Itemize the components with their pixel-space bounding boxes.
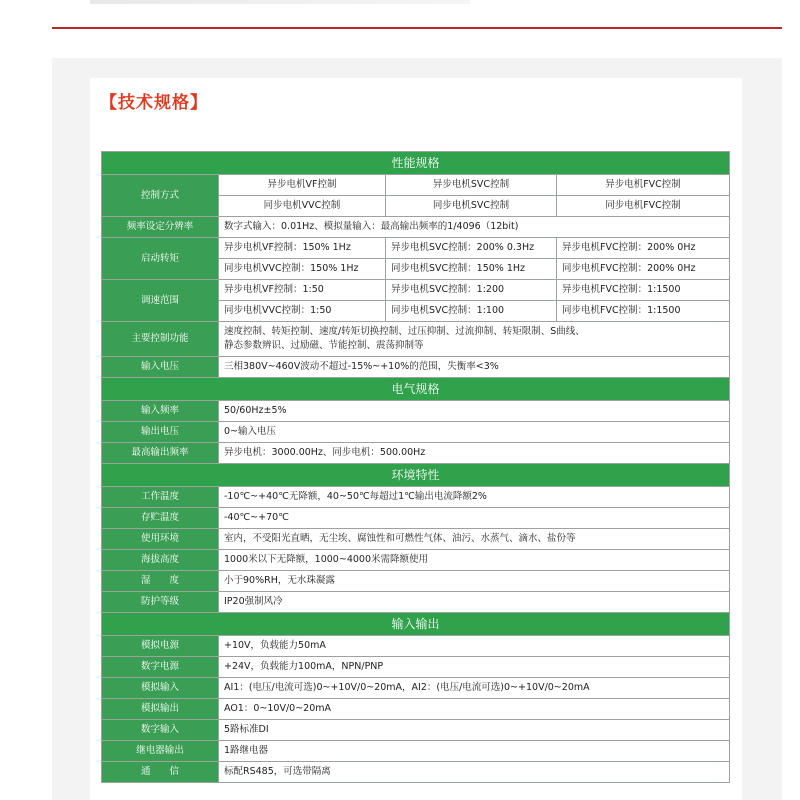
row-label-main-functions: 主要控制功能 (102, 322, 219, 357)
table-row (102, 636, 730, 657)
table-row (102, 678, 730, 699)
section-header-electrical (102, 378, 730, 401)
table-row (102, 550, 730, 571)
table-row (102, 443, 730, 464)
table-row (102, 217, 730, 238)
row-label-freq-resolution: 频率设定分辨率 (102, 217, 219, 238)
table-cell: 异步电机SVC控制：200% 0.3Hz (386, 238, 557, 259)
table-cell: 数字式输入：0.01Hz、模拟量输入：最高输出频率的1/4096（12bit) (219, 217, 730, 238)
table-cell: 异步电机：3000.00Hz、同步电机：500.00Hz (219, 443, 730, 464)
table-cell: 5路标准DI (219, 720, 730, 741)
row-label: 数字输入 (102, 720, 219, 741)
row-label-control-mode: 控制方式 (102, 175, 219, 217)
section-title: 电气规格 (102, 378, 730, 401)
table-cell: 异步电机VF控制：1:50 (219, 280, 386, 301)
table-row (102, 699, 730, 720)
section-header-io (102, 613, 730, 636)
table-cell: AI1：(电压/电流可选)0~+10V/0~20mA，AI2：(电压/电流可选)0~+10V/0~20mA (219, 678, 730, 699)
table-cell: 同步电机SVC控制：1:100 (386, 301, 557, 322)
table-cell: -40℃~+70℃ (219, 508, 730, 529)
row-label: 模拟输入 (102, 678, 219, 699)
table-cell: 同步电机VVC控制：1:50 (219, 301, 386, 322)
section-header-environment (102, 464, 730, 487)
row-label-speed-range: 调速范围 (102, 280, 219, 322)
row-label: 输出电压 (102, 422, 219, 443)
table-row (102, 422, 730, 443)
row-label-start-torque: 启动转矩 (102, 238, 219, 280)
table-row (102, 762, 730, 783)
table-cell: 同步电机VVC控制：150% 1Hz (219, 259, 386, 280)
table-row (102, 175, 730, 196)
table-cell: 室内，不受阳光直晒，无尘埃、腐蚀性和可燃性气体、油污、水蒸气、滴水、盐份等 (219, 529, 730, 550)
table-row (102, 280, 730, 301)
function-line-2: 静态参数辨识、过励磁、节能控制、震荡抑制等 (224, 340, 424, 351)
table-cell: 同步电机SVC控制：150% 1Hz (386, 259, 557, 280)
row-label: 模拟输出 (102, 699, 219, 720)
section-header-performance (102, 152, 730, 175)
table-cell: -10℃~+40℃无降额，40~50℃每超过1℃输出电流降额2% (219, 487, 730, 508)
row-label: 使用环境 (102, 529, 219, 550)
row-label: 海拔高度 (102, 550, 219, 571)
table-cell: 异步电机VF控制 (219, 175, 386, 196)
row-label: 防护等级 (102, 592, 219, 613)
row-label: 继电器输出 (102, 741, 219, 762)
table-row (102, 401, 730, 422)
table-cell: 异步电机FVC控制 (557, 175, 730, 196)
table-cell: 异步电机SVC控制 (386, 175, 557, 196)
table-cell: 同步电机FVC控制：1:1500 (557, 301, 730, 322)
table-cell: 1路继电器 (219, 741, 730, 762)
table-cell: 同步电机FVC控制 (557, 196, 730, 217)
table-row (102, 487, 730, 508)
table-row (102, 508, 730, 529)
table-cell: +24V，负载能力100mA，NPN/PNP (219, 657, 730, 678)
section-title: 环境特性 (102, 464, 730, 487)
table-cell: 同步电机SVC控制 (386, 196, 557, 217)
table-cell (219, 322, 730, 357)
table-row (102, 592, 730, 613)
table-row (102, 357, 730, 378)
table-cell: 小于90%RH，无水珠凝露 (219, 571, 730, 592)
table-row (102, 741, 730, 762)
table-row (102, 657, 730, 678)
spec-table (101, 151, 730, 783)
table-cell: IP20强制风冷 (219, 592, 730, 613)
row-label: 数字电源 (102, 657, 219, 678)
table-cell: 50/60Hz±5% (219, 401, 730, 422)
table-cell: AO1：0~10V/0~20mA (219, 699, 730, 720)
section-title: 输入输出 (102, 613, 730, 636)
row-label: 输入频率 (102, 401, 219, 422)
row-label: 模拟电源 (102, 636, 219, 657)
table-cell: 异步电机FVC控制：200% 0Hz (557, 238, 730, 259)
table-cell: 异步电机FVC控制：1:1500 (557, 280, 730, 301)
top-banner-remnant (90, 0, 470, 4)
function-line-1: 速度控制、转矩控制、速度/转矩切换控制、过压抑制、过流抑制、转矩限制、S曲线、 (224, 326, 585, 337)
table-cell: 异步电机SVC控制：1:200 (386, 280, 557, 301)
table-row (102, 720, 730, 741)
table-row (102, 322, 730, 357)
row-label: 最高输出频率 (102, 443, 219, 464)
row-label-input-voltage: 输入电压 (102, 357, 219, 378)
table-cell: +10V，负载能力50mA (219, 636, 730, 657)
table-cell: 异步电机VF控制：150% 1Hz (219, 238, 386, 259)
table-cell: 同步电机VVC控制 (219, 196, 386, 217)
page-title: 【技术规格】 (100, 93, 208, 113)
table-cell: 同步电机FVC控制：200% 0Hz (557, 259, 730, 280)
row-label: 通 信 (102, 762, 219, 783)
table-row (102, 238, 730, 259)
table-cell: 三相380V~460V波动不超过-15%~+10%的范围，失衡率<3% (219, 357, 730, 378)
table-cell: 1000米以下无降额，1000~4000米需降额使用 (219, 550, 730, 571)
row-label: 湿 度 (102, 571, 219, 592)
table-cell: 标配RS485，可选带隔离 (219, 762, 730, 783)
table-row (102, 529, 730, 550)
table-row (102, 571, 730, 592)
row-label: 存贮温度 (102, 508, 219, 529)
section-title: 性能规格 (102, 152, 730, 175)
top-divider (52, 27, 782, 29)
row-label: 工作温度 (102, 487, 219, 508)
table-cell: 0~输入电压 (219, 422, 730, 443)
